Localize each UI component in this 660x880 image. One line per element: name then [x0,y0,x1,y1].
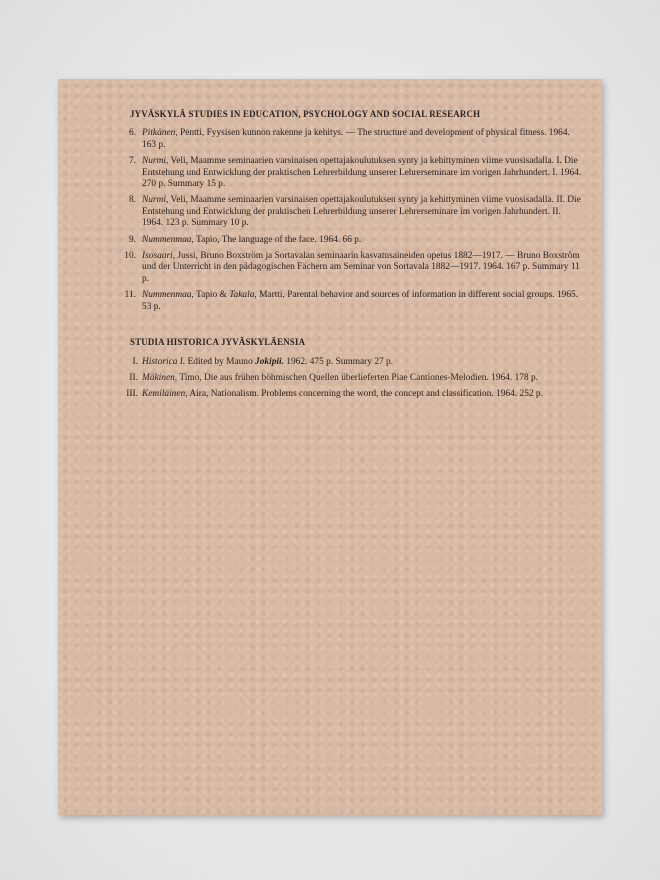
entry-author: Nurmi, [142,195,169,206]
entry-author: Nummenmaa, [142,290,194,301]
entry-text: Aira, Nationalism. Problems concerning the word, the concept and classification. 1964. 252 p. [187,389,543,400]
entry-number: 6. [128,128,136,139]
entry-author: Nurmi, [142,156,169,167]
list-item [128,128,582,151]
entry-number: III. [126,389,138,400]
entry-text-continued: 1962. 475 p. Summary 27 p. [283,356,394,367]
entry-text: Edited by Mauno [185,356,256,367]
entry-author: Isosaari, [142,251,176,262]
entry-number: I. [132,356,138,367]
list-item [128,234,582,246]
entry-number: II. [129,372,138,383]
entry-text: Tapio & [193,290,230,301]
entry-author: Nummenmaa, [142,234,194,245]
entry-author: Kemiläinen, [142,389,188,400]
entry-number: 9. [128,234,136,245]
entry-text: Pentti, Fyysisen kunnon rakenne ja kehitys. — The structure and development of physical fitness. 1964. 163 p. [142,128,570,150]
entry-title: Historica I. [142,356,186,367]
list-item [126,389,582,400]
list-item [128,156,582,190]
entry-text: Tapio, The language of the face. 1964. 66 p. [193,234,362,245]
entry-number: 8. [128,195,136,206]
entry-text: Timo, Die aus frühen böhmischen Quellen überlieferten Piae Cantiones-Melodien. 1964. 178 p. [177,372,539,383]
entry-coauthor: Takala, [229,290,257,301]
entry-number: 7. [128,156,136,167]
entry-number: 10. [124,251,136,262]
entry-text: Veli, Maamme seminaarien varsinaisen opettajakoulutuksen synty ja kehittyminen viime vuosisadalla. I. Die Entstehung und Entwicklung der praktischen Lehrerbildung unserer Lehrerseminare im vorigen Jahrhundert. I. 1964. 270 p. Summary 15 p. [142,156,582,190]
book-back-cover [58,79,602,815]
list-item [124,251,582,285]
entry-author: Mäkinen, [142,372,178,383]
entry-text: Jussi, Bruno Boxström ja Sortavalan seminaarin kasvatusaineiden opetus 1882—1917. — Bruno Boxström und der Unterricht in den pädagogischen Fächern am Seminar von Sortavala 1882—1917. 1964. 167 p. Summary 11 p. [142,251,580,284]
list-item [124,290,582,313]
series-listing [124,109,582,406]
list-item [132,356,582,368]
entry-text: Veli, Maamme seminaarien varsinaisen opettajakoulutuksen synty ja kehittyminen viime vuosisadalla. II. Die Entstehung und Entwicklung der praktischen Lehrerbildung unserer Lehrerseminare im vorigen Jahrhundert. II. 1964. 123 p. Summary 10 p. [142,195,581,229]
entry-number: 11. [124,290,136,301]
series-title-jyvaskyla-studies: JYVÄSKYLÄ STUDIES IN EDUCATION, PSYCHOLOGY AND SOCIAL RESEARCH [130,109,481,119]
series-title-studia-historica: STUDIA HISTORICA JYVÄSKYLÄENSIA [130,337,306,348]
entry-editor: Jokipii. [255,356,284,367]
entry-author: Pitkänen, [142,128,178,139]
entry-text-continued: Martti, Parental behavior and sources of information in different social groups. 1965. 53 p. [142,290,579,312]
list-item [129,372,582,384]
list-item [128,195,582,229]
